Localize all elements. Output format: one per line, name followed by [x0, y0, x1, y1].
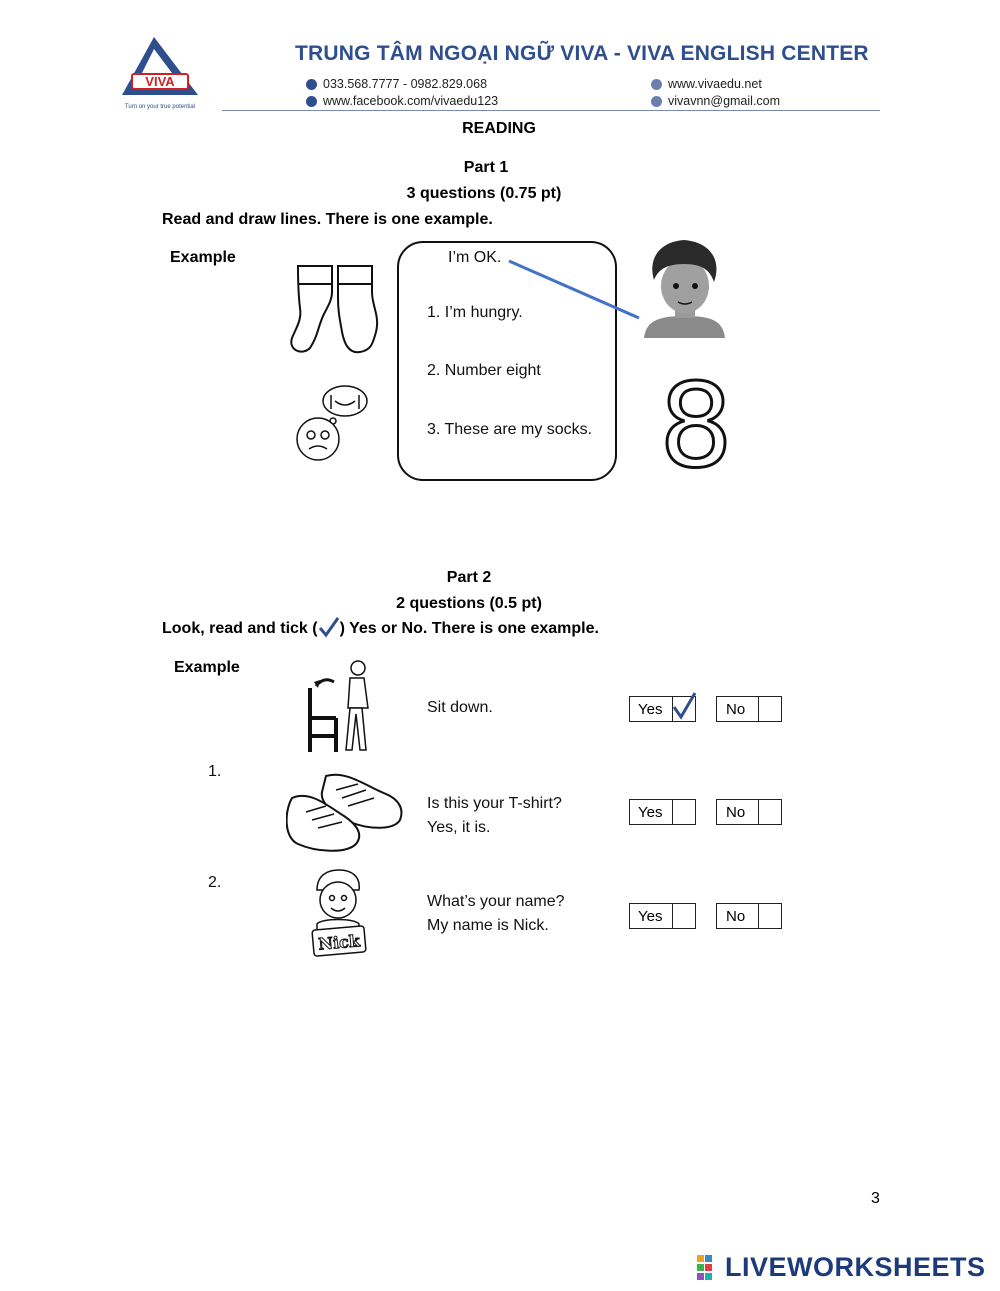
- no-label: No: [726, 907, 746, 925]
- email-contact: [651, 94, 780, 108]
- phone-contact: [306, 77, 487, 91]
- example-no-box[interactable]: [716, 696, 782, 722]
- yes-label: Yes: [638, 803, 663, 821]
- question-1-no-box[interactable]: [716, 799, 782, 825]
- liveworksheets-text: LIVEWORKSHEETS: [725, 1252, 986, 1282]
- liveworksheets-logo: [697, 1252, 986, 1283]
- example-no-checkbox[interactable]: [758, 697, 781, 721]
- page-number: 3: [871, 1190, 880, 1207]
- part1-title: Part 1: [463, 159, 509, 176]
- question-1-no-checkbox[interactable]: [758, 800, 781, 824]
- question-1-yes-box[interactable]: [629, 799, 696, 825]
- website-contact: [651, 77, 762, 91]
- website-text[interactable]: www.vivaedu.net: [668, 77, 762, 91]
- phone-text: 033.568.7777 - 0982.829.068: [323, 77, 488, 91]
- example-question: Sit down.: [427, 699, 493, 716]
- liveworksheets-icon: [697, 1255, 721, 1281]
- sit-down-picture[interactable]: [300, 658, 378, 759]
- part2-instruction-start: Look, read and tick (: [162, 620, 318, 637]
- hungry-face-picture[interactable]: [293, 383, 375, 468]
- sentence-1[interactable]: 1. I’m hungry.: [427, 304, 523, 321]
- question-2-number: 2.: [208, 874, 222, 891]
- logo-text: VIVA: [145, 74, 175, 89]
- globe-icon: [651, 79, 662, 90]
- boy-picture[interactable]: [640, 238, 730, 347]
- question-1-number: 1.: [208, 763, 222, 780]
- part2-instruction-end: ) Yes or No. There is one example.: [339, 620, 599, 637]
- sentence-3[interactable]: 3. These are my socks.: [427, 421, 593, 438]
- section-title: READING: [462, 120, 536, 137]
- nick-picture[interactable]: [303, 868, 373, 963]
- logo-tagline: Turn on your true potential: [124, 104, 196, 110]
- part2-instruction: [162, 620, 599, 638]
- shoes-picture[interactable]: [286, 768, 404, 859]
- facebook-contact: [306, 94, 498, 108]
- viva-logo: [118, 33, 204, 113]
- phone-icon: [306, 79, 317, 90]
- yes-label: Yes: [638, 700, 663, 718]
- example-sentence[interactable]: I’m OK.: [448, 249, 502, 266]
- email-text[interactable]: vivavnn@gmail.com: [668, 94, 781, 108]
- example-yes-box[interactable]: [629, 696, 696, 722]
- question-1-yes-checkbox[interactable]: [672, 800, 695, 824]
- question-2-yes-box[interactable]: [629, 903, 696, 929]
- eight-glyph: 8: [660, 370, 732, 472]
- part2-points: 2 questions (0.5 pt): [396, 595, 542, 612]
- tick-mark-icon: [671, 691, 697, 721]
- sentence-2[interactable]: 2. Number eight: [427, 362, 541, 379]
- question-2-line1: What’s your name?: [427, 893, 565, 910]
- center-title: TRUNG TÂM NGOẠI NGỮ VIVA - VIVA ENGLISH CENTER: [295, 42, 869, 65]
- question-1-line1: Is this your T-shirt?: [427, 795, 562, 812]
- header-divider: [222, 110, 880, 111]
- question-2-no-box[interactable]: [716, 903, 782, 929]
- question-1-line2: Yes, it is.: [427, 819, 491, 836]
- tick-icon: [318, 616, 340, 638]
- part2-title: Part 2: [446, 569, 492, 586]
- yes-label: Yes: [638, 907, 663, 925]
- mail-icon: [651, 96, 662, 107]
- question-2-yes-checkbox[interactable]: [672, 904, 695, 928]
- part2-example-label: Example: [174, 659, 240, 676]
- example-yes-checkbox[interactable]: [672, 697, 695, 721]
- nick-sign-text: Nick: [317, 931, 361, 954]
- facebook-text[interactable]: www.facebook.com/vivaedu123: [323, 94, 499, 108]
- no-label: No: [726, 700, 746, 718]
- socks-picture[interactable]: [288, 262, 380, 361]
- part1-example-label: Example: [170, 249, 236, 266]
- question-2-line2: My name is Nick.: [427, 917, 549, 934]
- no-label: No: [726, 803, 746, 821]
- facebook-icon: [306, 96, 317, 107]
- part1-instruction: Read and draw lines. There is one example.: [162, 211, 493, 228]
- part1-points: 3 questions (0.75 pt): [406, 185, 562, 202]
- example-match-line: [505, 255, 645, 330]
- number-eight-picture[interactable]: [660, 370, 732, 477]
- question-2-no-checkbox[interactable]: [758, 904, 781, 928]
